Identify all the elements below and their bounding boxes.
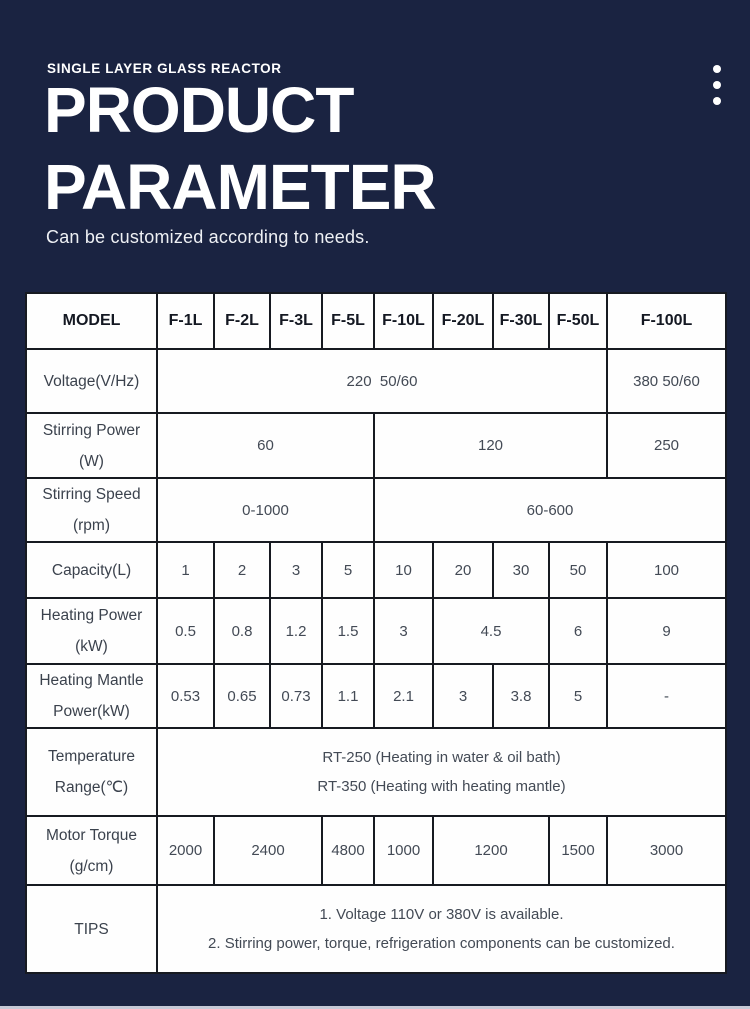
value-cell: 30 <box>493 542 549 598</box>
value-cell: 0.73 <box>270 664 322 728</box>
table-row <box>26 598 726 664</box>
value-cell: 2.1 <box>374 664 433 728</box>
value-cell: 10 <box>374 542 433 598</box>
value-cell: 0.65 <box>214 664 270 728</box>
row-label: Temperature Range(℃) <box>26 728 157 816</box>
table-row <box>26 885 726 973</box>
column-header: F-5L <box>322 293 374 349</box>
value-cell: 100 <box>607 542 726 598</box>
menu-dot <box>713 81 721 89</box>
model-header: MODEL <box>26 293 157 349</box>
value-cell: 3 <box>270 542 322 598</box>
value-cell: 1500 <box>549 816 607 885</box>
value-cell: 60-600 <box>374 478 726 542</box>
column-header: F-20L <box>433 293 493 349</box>
value-cell: 1.5 <box>322 598 374 664</box>
value-cell: 2400 <box>214 816 322 885</box>
value-cell: 50 <box>549 542 607 598</box>
row-label: Motor Torque (g/cm) <box>26 816 157 885</box>
value-cell: 1000 <box>374 816 433 885</box>
row-label: Capacity(L) <box>26 542 157 598</box>
value-cell: 220 50/60 <box>157 349 607 413</box>
column-header: F-10L <box>374 293 433 349</box>
row-label: Stirring Power (W) <box>26 413 157 478</box>
column-header: F-100L <box>607 293 726 349</box>
column-header: F-3L <box>270 293 322 349</box>
value-cell: 9 <box>607 598 726 664</box>
value-cell: 3000 <box>607 816 726 885</box>
row-label: TIPS <box>26 885 157 973</box>
page-title <box>44 72 436 226</box>
value-cell: 1.2 <box>270 598 322 664</box>
value-cell: 250 <box>607 413 726 478</box>
row-label: Heating Power (kW) <box>26 598 157 664</box>
parameter-table <box>25 292 727 974</box>
column-header: F-1L <box>157 293 214 349</box>
value-cell: 2 <box>214 542 270 598</box>
value-cell: 3.8 <box>493 664 549 728</box>
title-line-1: PRODUCT <box>44 74 354 146</box>
table-row <box>26 816 726 885</box>
table-row <box>26 728 726 816</box>
value-cell: 1 <box>157 542 214 598</box>
value-cell: 5 <box>322 542 374 598</box>
subtitle: Can be customized according to needs. <box>46 227 370 247</box>
row-label: Stirring Speed (rpm) <box>26 478 157 542</box>
table-row <box>26 478 726 542</box>
value-cell: 3 <box>433 664 493 728</box>
menu-dot <box>713 97 721 105</box>
title-line-2: PARAMETER <box>44 151 436 223</box>
column-header: F-50L <box>549 293 607 349</box>
menu-dot <box>713 65 721 73</box>
value-cell: 4.5 <box>433 598 549 664</box>
value-cell: 60 <box>157 413 374 478</box>
value-cell: 120 <box>374 413 607 478</box>
table-header-row <box>26 293 726 349</box>
value-cell: 380 50/60 <box>607 349 726 413</box>
value-cell: 1.1 <box>322 664 374 728</box>
value-cell: - <box>607 664 726 728</box>
column-header: F-30L <box>493 293 549 349</box>
row-label: Voltage(V/Hz) <box>26 349 157 413</box>
value-cell: RT-250 (Heating in water & oil bath) RT-350 (Heating with heating mantle) <box>157 728 726 816</box>
table-row <box>26 413 726 478</box>
value-cell: 20 <box>433 542 493 598</box>
value-cell: 1200 <box>433 816 549 885</box>
value-cell: 5 <box>549 664 607 728</box>
value-cell: 0.5 <box>157 598 214 664</box>
table-row <box>26 542 726 598</box>
kebab-menu-icon[interactable] <box>713 65 721 105</box>
table-row <box>26 349 726 413</box>
table-row <box>26 664 726 728</box>
value-cell: 3 <box>374 598 433 664</box>
value-cell: 2000 <box>157 816 214 885</box>
value-cell: 0-1000 <box>157 478 374 542</box>
value-cell: 4800 <box>322 816 374 885</box>
row-label: Heating Mantle Power(kW) <box>26 664 157 728</box>
eyebrow-text: SINGLE LAYER GLASS REACTOR <box>47 61 282 76</box>
value-cell: 6 <box>549 598 607 664</box>
value-cell: 1. Voltage 110V or 380V is available. 2. Stirring power, torque, refrigeration components can be customized. <box>157 885 726 973</box>
value-cell: 0.8 <box>214 598 270 664</box>
column-header: F-2L <box>214 293 270 349</box>
value-cell: 0.53 <box>157 664 214 728</box>
